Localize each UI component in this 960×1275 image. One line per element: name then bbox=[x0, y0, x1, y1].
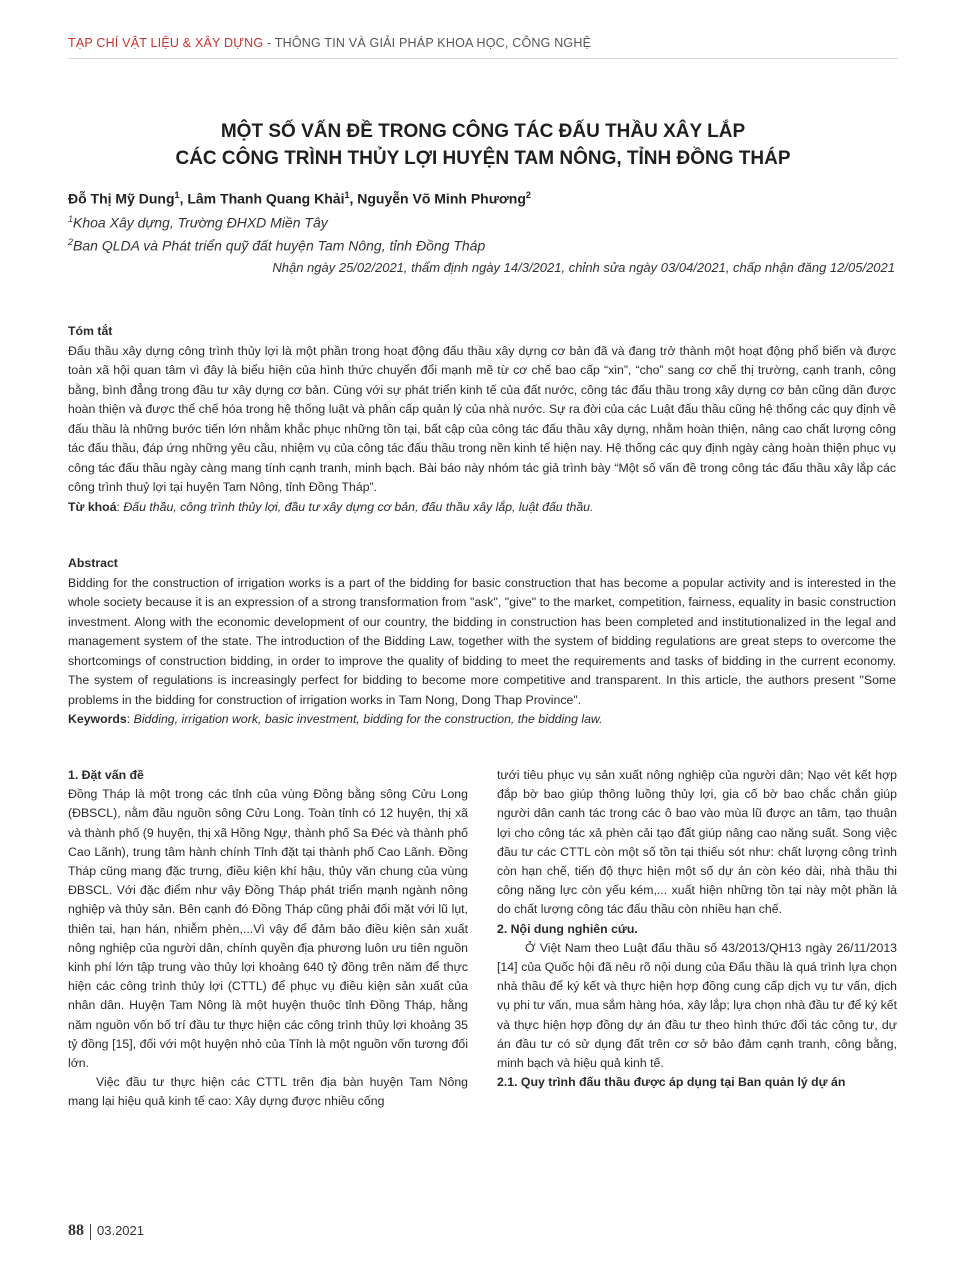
affiliation bbox=[68, 214, 898, 231]
left-column bbox=[68, 766, 468, 1112]
abstract-english bbox=[68, 554, 896, 730]
author-affil-mark: 2 bbox=[525, 190, 531, 200]
keywords-en-label: Keywords bbox=[68, 712, 127, 726]
affil-mark: 1 bbox=[68, 214, 74, 224]
paragraph: tưới tiêu phục vụ sản xuất nông nghiệp của người dân; Nạo vét kết hợp đắp bờ bao giúp thông luồng thủy lợi, gia cố bờ bao chắc chắn giúp người dân canh tác trong các ô bao vào mùa lũ được an tâm, tạo thuận lợi cho công tác xả phèn cải tạo đất giúp nâng cao năng suất. Song việc đầu tư các CTTL còn một số tồn tại thiếu sót như: chất lượng công trình còn hạn chế, tiến độ thực hiện một số dự án còn kéo dài, nhà thầu thi công năng lực còn yếu kém,... xuất hiện những tồn tại này một phần là do chất lượng công tác đấu thầu còn nhiều hạn chế. bbox=[497, 768, 897, 917]
affil-mark: 2 bbox=[68, 237, 74, 247]
abstract-vi-label: Tóm tắt bbox=[68, 324, 113, 338]
section-heading-2: 2. Nội dung nghiên cứu. bbox=[497, 921, 638, 936]
author-name: Đỗ Thị Mỹ Dung bbox=[68, 190, 175, 207]
author-affil-mark: 1 bbox=[174, 190, 180, 200]
keywords-en: Keywords: Bidding, irrigation work, basic investment, bidding for the construction, the bidding law. bbox=[68, 712, 603, 726]
abstract-en-text: Bidding for the construction of irrigation works is a part of the bidding for basic construction that has become a popular activity and is interested in the whole society because it is an expression of a strong transformation from "ask", "give" to the market, competition, fairness, equality in basic construction investment. Along with the economic development of our country, the bidding in construction has been completed and institutionalized in the legal and management system of the state. The introduction of the Bidding Law, together with the system of bidding regulations are great steps to overcome the shortcomings of construction bidding, in order to improve the quality of bidding to meet the requirements and tasks of bidding in the current economy. The system of regulations is increasingly perfect for bidding to become more competitive and transparent. In this article, the authors present "Some problems in the bidding for construction of irrigation works in Tam Nong, Dong Thap Province". bbox=[68, 575, 896, 707]
right-column bbox=[497, 766, 897, 1092]
affiliation bbox=[68, 237, 898, 254]
journal-brand: TẠP CHÍ VẬT LIỆU & XÂY DỰNG bbox=[68, 36, 264, 50]
keywords-vi-text: Đấu thầu, công trình thủy lợi, đầu tư xây dựng cơ bản, đấu thầu xây lắp, luật đấu thầu. bbox=[123, 499, 594, 514]
journal-header bbox=[68, 36, 898, 50]
paragraph: Đồng Tháp là một trong các tỉnh của vùng Đồng bằng sông Cửu Long (ĐBSCL), nằm đầu nguồn sông Cửu Long. Toàn tỉnh có 12 huyện, thị xã và thành phố (9 huyện, thị xã Hồng Ngự, thành phố Sa Đéc và thành phố Cao Lãnh), trung tâm hành chính Tỉnh đặt tại thành phố Cao Lãnh. Đồng Tháp cũng mang đặc trưng, điều kiện khí hậu, thủy văn chung của vùng ĐBSCL. Với đặc điểm như vậy Đồng Tháp phát triển mạnh ngành nông nghiệp và thủy sản. Bên cạnh đó Đồng Tháp cũng phải đối mặt với lũ lụt, thiên tai, hạn hán, nhiễm phèn,...Vì vậy để đảm bảo điều kiện sản xuất nông nghiệp của người dân, chính quyền địa phương luôn ưu tiên nguồn kinh phí lớn tập trung vào thủy lợi khoảng 640 tỷ đồng trên năm để thực hiện các công trình thủy lợi (CTTL) để phục vụ điều kiện sản xuất của nhân dân. Huyện Tam Nông là một huyện thuộc tỉnh Đồng Tháp, hằng năm nguồn vốn bố trí đầu tư thực hiện các công trình thủy lợi khoảng 35 tỷ đồng [15], đối với một huyện nhỏ của Tỉnh là một nguồn vốn tương đối lớn. bbox=[68, 787, 468, 1071]
affil-text: Khoa Xây dựng, Trường ĐHXD Miền Tây bbox=[73, 214, 328, 231]
journal-subtitle: - THÔNG TIN VÀ GIẢI PHÁP KHOA HỌC, CÔNG NGHỆ bbox=[263, 36, 592, 50]
abstract-vietnamese bbox=[68, 322, 896, 517]
article-title bbox=[68, 118, 898, 172]
author-name: Lâm Thanh Quang Khải bbox=[187, 190, 345, 207]
affil-text: Ban QLDA và Phát triển quỹ đất huyện Tam Nông, tỉnh Đồng Tháp bbox=[73, 237, 486, 254]
keywords-vi: Từ khoá: Đấu thầu, công trình thủy lợi, đầu tư xây dựng cơ bản, đấu thầu xây lắp, luật đấu thầu. bbox=[68, 499, 594, 514]
title-line-2: CÁC CÔNG TRÌNH THỦY LỢI HUYỆN TAM NÔNG, TỈNH ĐỒNG THÁP bbox=[175, 148, 791, 169]
header-divider bbox=[68, 58, 898, 59]
author-name: Nguyễn Võ Minh Phương bbox=[357, 190, 526, 207]
author-affil-mark: 1 bbox=[344, 190, 350, 200]
page-number: 88 bbox=[68, 1222, 84, 1239]
received-dates: Nhận ngày 25/02/2021, thẩm định ngày 14/3/2021, chỉnh sửa ngày 03/04/2021, chấp nhận đăng 12/05/2021 bbox=[272, 260, 895, 275]
paragraph: Ở Việt Nam theo Luật đấu thầu số 43/2013/QH13 ngày 26/11/2013 [14] của Quốc hội đã nêu rõ nội dung của Đấu thầu là quá trình lựa chọn nhà thầu để ký kết và thực hiện hợp đồng cung cấp dịch vụ tư vấn, dịch vụ phi tư vấn, mua sắm hàng hóa, xây lắp; lựa chọn nhà đầu tư để ký kết và thực hiện hợp đồng dự án đầu tư theo hình thức đối tác công tư, dự án đầu tư có sử dụng đất trên cơ sở bảo đảm cạnh tranh, công bằng, minh bạch và hiệu quả kinh tế. bbox=[497, 940, 897, 1071]
subsection-heading-2-1: 2.1. Quy trình đấu thầu được áp dụng tại Ban quản lý dự án bbox=[497, 1075, 846, 1090]
abstract-en-label: Abstract bbox=[68, 556, 118, 570]
footer-divider bbox=[90, 1224, 91, 1240]
keywords-vi-label: Từ khoá bbox=[68, 499, 117, 514]
abstract-vi-text: Đấu thầu xây dựng công trình thủy lợi là một phần trong hoạt động đấu thầu xây dựng cơ bản đã và đang trở thành một hoạt động phổ biến và được toàn xã hội quan tâm vì đây là biểu hiện của hình thức chuyển đổi mạnh mẽ từ cơ chế bao cấp “xin”, “cho” sang cơ chế thị trường, cạnh tranh, công bằng, bình đẳng trong đầu tư xây dựng cơ bản. Cùng với sự phát triển kinh tế của đất nước, công tác đấu thầu trong xây dựng cơ bản cũng dần được hoàn thiện và được thể chế hóa trong hệ thống luật và phân cấp quản lý của nhà nước. Sự ra đời của các Luật đấu thầu cũng hệ thống các quy định về đấu thầu là những bước tiến lớn nhằm khắc phục những tồn tại, bất cập của công tác đấu thầu xây dựng, nhằm hoàn thiện, nâng cao chất lượng công tác đấu thầu, đáp ứng những yêu cầu, nhiệm vụ của công tác đấu thầu trong nền kinh tế hiện nay. Hệ thống các quy định ngày càng hoàn thiện phục vụ công tác đấu thầu ngày càng mang tính cạnh tranh, minh bạch. Bài báo này nhóm tác giả trình bày “Một số vấn đề trong công tác đấu thầu xây lắp các công trình thuỷ lợi tại huyện Tam Nông, tỉnh Đồng Tháp”. bbox=[68, 343, 896, 494]
author-list: Đỗ Thị Mỹ Dung$^1$, Lâm Thanh Quang Khải$^1$, Nguyễn Võ Minh Phương$^2$ bbox=[68, 190, 531, 207]
title-line-1: MỘT SỐ VẤN ĐỀ TRONG CÔNG TÁC ĐẤU THẦU XÂY LẮP bbox=[220, 121, 746, 142]
keywords-en-text: Bidding, irrigation work, basic investment, bidding for the construction, the bidding law. bbox=[133, 712, 603, 726]
section-heading-1: 1. Đặt vấn đề bbox=[68, 768, 144, 782]
page-footer bbox=[68, 1222, 144, 1240]
paragraph: Việc đầu tư thực hiện các CTTL trên địa bàn huyện Tam Nông mang lại hiệu quả kinh tế cao: Xây dựng được nhiều cống bbox=[68, 1075, 468, 1109]
issue-date: 03.2021 bbox=[97, 1223, 144, 1238]
